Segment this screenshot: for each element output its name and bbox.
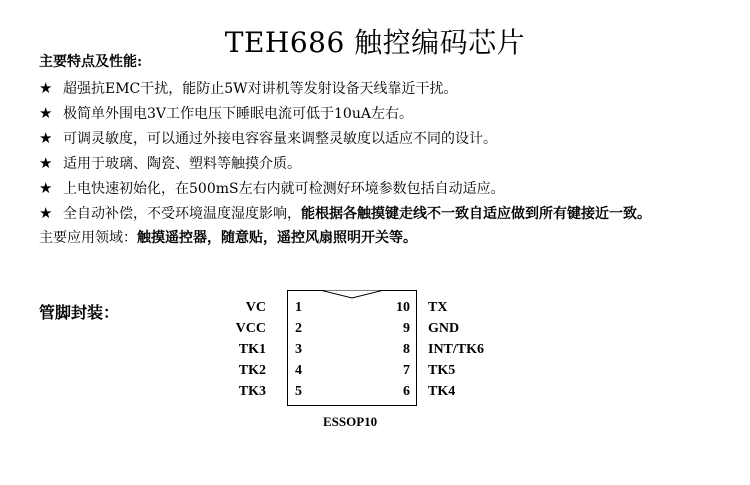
pin-name-left: TK2: [238, 363, 266, 378]
star-icon: ★: [39, 179, 53, 197]
feature-text: 极简单外围电3V工作电压下睡眠电流可低于10uA左右。: [63, 106, 413, 122]
pin-name-right: TK4: [428, 384, 456, 399]
pin-number-left: 4: [295, 363, 302, 378]
feature-item: [39, 128, 744, 153]
applications-line: [39, 228, 417, 248]
feature-text: 上电快速初始化，在500mS左右内就可检测好环境参数包括自动适应。: [63, 181, 505, 197]
pin-name-right: INT/TK6: [428, 342, 485, 357]
pin-number-right: 6: [403, 384, 410, 399]
applications-value: 触摸遥控器，随意贴，遥控风扇照明开关等。: [137, 230, 417, 246]
feature-item: [39, 103, 744, 128]
pin-number-left: 1: [295, 300, 302, 315]
pin-name-left: TK1: [238, 342, 266, 357]
package-name: ESSOP10: [323, 414, 378, 429]
feature-text: 超强抗EMC干扰，能防止5W对讲机等发射设备天线靠近干扰。: [63, 81, 458, 97]
feature-item: [39, 78, 744, 103]
pin-name-left: VC: [245, 300, 266, 315]
applications-label: 主要应用领域：: [39, 230, 137, 246]
features-heading: 主要特点及性能:: [39, 54, 143, 70]
star-icon: ★: [39, 104, 53, 122]
feature-item: [39, 153, 744, 178]
pin-name-left: VCC: [235, 321, 266, 336]
pin-name-right: GND: [428, 321, 460, 336]
pin-number-right: 8: [403, 342, 410, 357]
features-list: [39, 78, 744, 228]
feature-text: 全自动补偿，不受环境温度湿度影响，: [63, 206, 301, 222]
pin-number-right: 9: [403, 321, 410, 336]
star-icon: ★: [39, 129, 53, 147]
pin1-notch-icon: [320, 290, 384, 299]
star-icon: ★: [39, 79, 53, 97]
feature-text: 适用于玻璃、陶瓷、塑料等触摸介质。: [63, 156, 301, 172]
pin-number-left: 3: [295, 342, 302, 357]
star-icon: ★: [39, 204, 53, 222]
feature-item: [39, 203, 744, 228]
pin-name-right: TK5: [428, 363, 456, 378]
pin-number-left: 5: [295, 384, 302, 399]
pin-number-right: 10: [396, 300, 410, 315]
feature-item: [39, 178, 744, 203]
star-icon: ★: [39, 154, 53, 172]
pin-name-left: TK3: [238, 384, 266, 399]
pin-number-left: 2: [295, 321, 302, 336]
feature-text-emphasis: 能根据各触摸键走线不一致自适应做到所有键接近一致。: [301, 206, 651, 222]
pin-number-right: 7: [403, 363, 410, 378]
page-title: TEH686 触控编码芯片: [224, 25, 526, 59]
package-label: 管脚封装：: [39, 303, 120, 322]
feature-text: 可调灵敏度，可以通过外接电容容量来调整灵敏度以适应不同的设计。: [63, 131, 497, 147]
pin-name-right: TX: [428, 300, 448, 315]
